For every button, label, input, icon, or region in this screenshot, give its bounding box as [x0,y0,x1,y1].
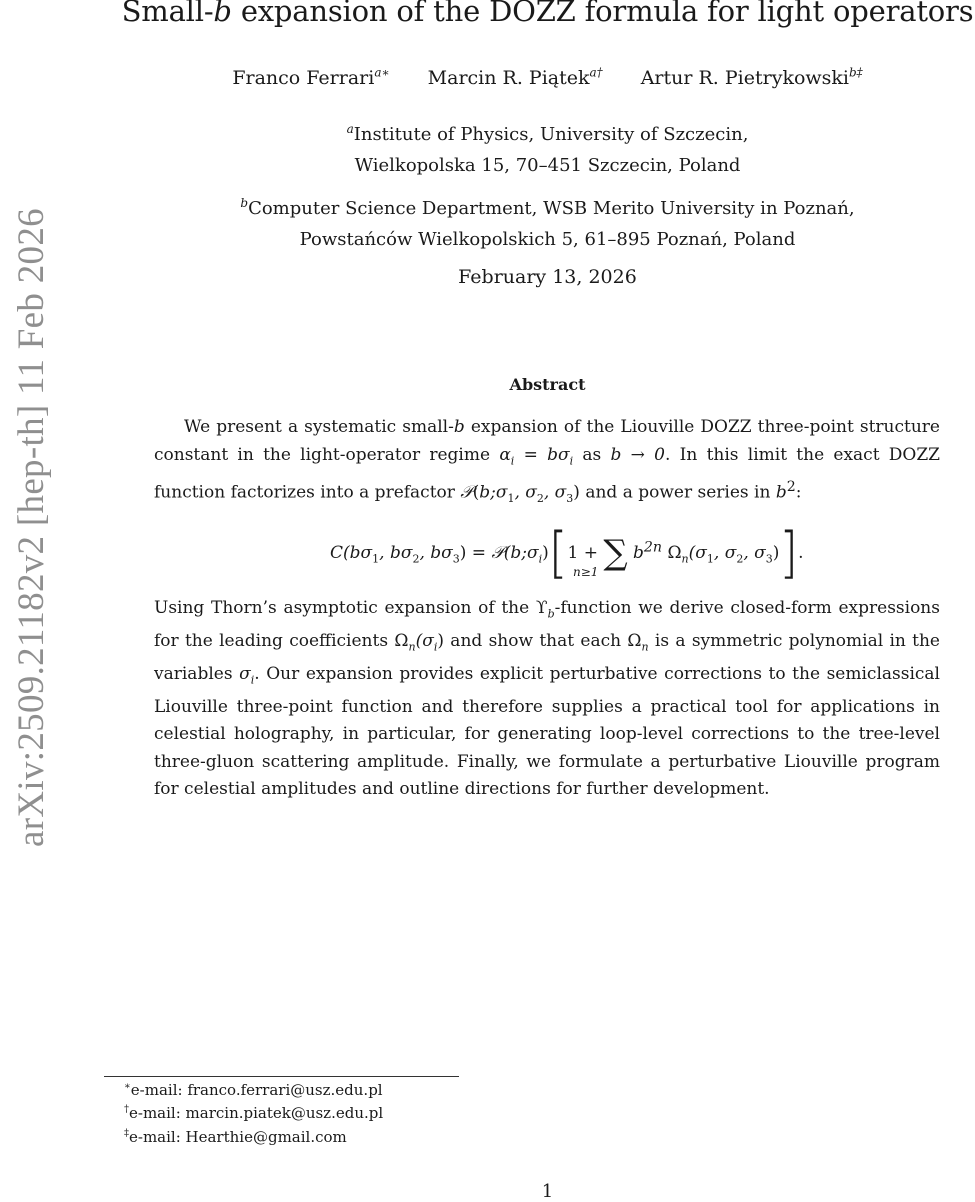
title-variable: b [213,0,232,28]
affiliation-line-1-text: Institute of Physics, University of Szczecin, [353,124,749,145]
affiliation-line-2: Powstańców Wielkopolskich 5, 61–895 Poznań, Poland [299,229,796,250]
footnote-email: e-mail: marcin.piatek@usz.edu.pl [129,1104,384,1122]
affiliation-b [100,188,975,255]
paper-date: February 13, 2026 [458,266,637,288]
author-2 [428,67,603,89]
author-name: Artur R. Pietrykowski [640,67,849,90]
footnote-mark: ‡ [124,1128,129,1139]
footnote-2 [124,1104,383,1122]
abstract-heading: Abstract [509,375,586,394]
arxiv-identifier-stamp [6,194,56,860]
title-text-pre: Small- [121,0,214,28]
abstract-paragraph-2: Using Thorn’s asymptotic expansion of the $ϒ_b$-function we derive closed-form expressions for the leading coefficients $\Omega_n(\sigma_i)$ and show that each $\Omega_n$ is a symmetric polynomial in the variables $\sigma_i$. Our expansion provides explicit perturbative corrections to the semiclassical Liouville three-point function and therefore supplies a practical tool for applications in celestial holography, in particular, for generating loop-level corrections to the tree-level three-gluon scattering amplitude. Finally, we formulate a perturbative Liouville program for celestial amplitudes and outline directions for further development. [154,598,940,800]
author-name: Marcin R. Piątek [427,67,590,90]
author-mark: a† [589,66,603,80]
footnote-mark: ∗ [124,1081,131,1092]
affiliation-a [100,114,975,181]
affiliation-mark: b [240,196,249,210]
summation-index: n≥1 [573,565,599,579]
paper-title [100,0,975,28]
author-mark: b‡ [849,66,863,80]
left-bracket: [ [548,520,568,586]
author-name: Franco Ferrari [232,67,375,90]
right-bracket: ] [779,520,799,586]
affiliation-line [100,114,975,150]
affiliation-line [100,188,975,224]
affiliation-line-1-text: Computer Science Department, WSB Merito University in Poznań, [248,198,855,219]
affiliation-line-2: Wielkopolska 15, 70–451 Szczecin, Poland [354,155,741,176]
title-text-post: expansion of the DOZZ formula for light operators [231,0,974,28]
footnote-divider [104,1076,459,1077]
abstract-paragraph-1: We present a systematic small-b expansion of the Liouville DOZZ three-point structure constant in the light-operator regime $\alpha_i = b\sigma_i$ as b → 0. In this limit the exact DOZZ function factorizes into a prefactor $𝒫(b;\sigma_1$, $\sigma_2$, $\sigma_3$) and a power series in $b^2$: [154,417,940,506]
footnote-3 [124,1128,347,1146]
page-number: 1 [541,1181,554,1202]
author-3 [641,67,863,89]
footnote-email: e-mail: franco.ferrari@usz.edu.pl [130,1081,383,1099]
equation-line: $C(b\sigma_1$, $b\sigma_2$, $b\sigma_3$) = $𝒫(b;\sigma_i)[1$ + ∑ $b^{2n}$ $\Omega_n(\sigma_1$, $\sigma_2$, $\sigma_3$)]. [330,520,804,586]
author-list [100,66,975,89]
footnote-1 [124,1081,383,1099]
author-1 [232,67,389,89]
footnote-mark: † [124,1104,129,1115]
arxiv-identifier-text: arXiv:2509.21182v2 [hep-th] 11 Feb 2026 [10,207,52,847]
affiliation-mark: a [346,122,354,136]
footnote-email: e-mail: Hearthie@gmail.com [129,1128,347,1146]
author-mark: a∗ [374,66,390,80]
summation-symbol: ∑ [603,533,628,573]
